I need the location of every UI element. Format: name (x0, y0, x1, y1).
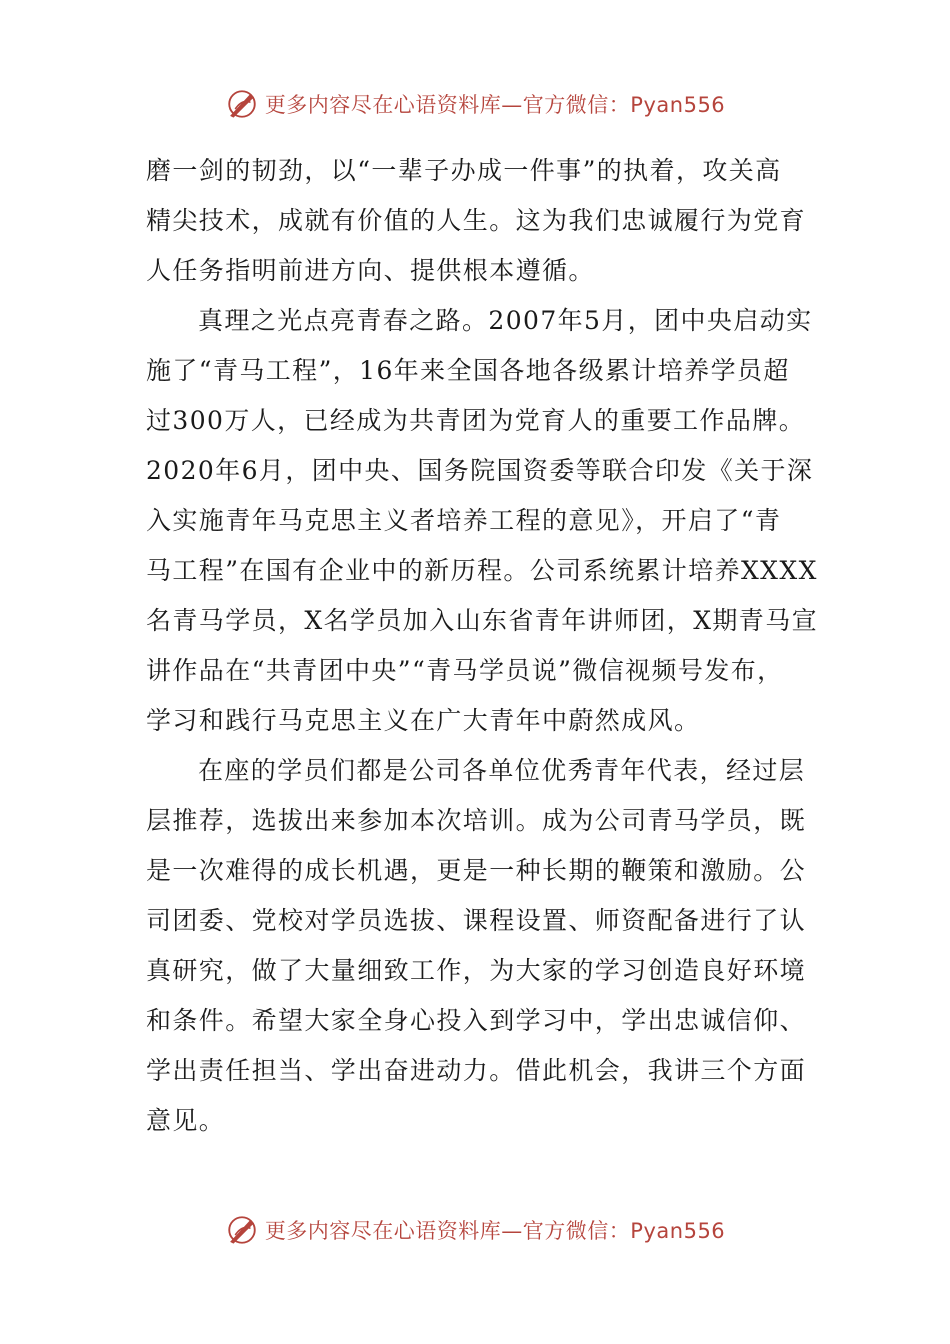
paragraph-line: 意见。 (146, 1106, 226, 1135)
paragraph-line: 磨一剑的韧劲，以“一辈子办成一件事”的执着，攻关高 (146, 156, 782, 185)
paragraph-line: 和条件。希望大家全身心投入到学习中，学出忠诚信仰、 (146, 1006, 807, 1035)
paragraph-line: 学出责任担当、学出奋进动力。借此机会，我讲三个方面 (146, 1056, 807, 1085)
paragraph-line: 2020年6月，团中央、国务院国资委等联合印发《关于深 (146, 456, 814, 485)
footer-banner-text: 更多内容尽在心语资料库—官方微信：Pyan556 (264, 1219, 726, 1243)
paragraph-line: 司团委、党校对学员选拔、课程设置、师资配备进行了认 (146, 906, 807, 935)
paragraph-line: 施了“青马工程”，16年来全国各地各级累计培养学员超 (146, 356, 790, 385)
paragraph-line: 是一次难得的成长机遇，更是一种长期的鞭策和激励。公 (146, 856, 807, 885)
paragraph-line: 马工程”在国有企业中的新历程。公司系统累计培养XXXX (146, 556, 818, 585)
paragraph-line: 过300万人，已经成为共青团为党育人的重要工作品牌。 (146, 406, 806, 435)
paragraph-line: 层推荐，选拔出来参加本次培训。成为公司青马学员，既 (146, 806, 807, 835)
header-banner-text: 更多内容尽在心语资料库—官方微信：Pyan556 (264, 93, 726, 117)
paragraph-line: 学习和践行马克思主义在广大青年中蔚然成风。 (146, 706, 701, 735)
paragraph-line: 讲作品在“共青团中央”“青马学员说”微信视频号发布， (146, 656, 784, 685)
document-body (146, 148, 818, 1148)
header-banner (0, 84, 950, 124)
pen-nib-icon (225, 1213, 259, 1247)
footer-banner (0, 1210, 950, 1250)
paragraph-line: 精尖技术，成就有价值的人生。这为我们忠诚履行为党育 (146, 206, 807, 235)
paragraph-line: 名青马学员，X名学员加入山东省青年讲师团，X期青马宣 (146, 606, 818, 635)
pen-nib-icon (225, 87, 259, 121)
paragraph-line: 在座的学员们都是公司各单位优秀青年代表，经过层 (198, 756, 806, 785)
paragraph-line: 人任务指明前进方向、提供根本遵循。 (146, 256, 595, 285)
paragraph-line: 真研究，做了大量细致工作，为大家的学习创造良好环境 (146, 956, 807, 985)
paragraph-line: 入实施青年马克思主义者培养工程的意见》，开启了“青 (146, 506, 782, 535)
paragraph-line: 真理之光点亮青春之路。2007年5月，团中央启动实 (198, 306, 813, 335)
